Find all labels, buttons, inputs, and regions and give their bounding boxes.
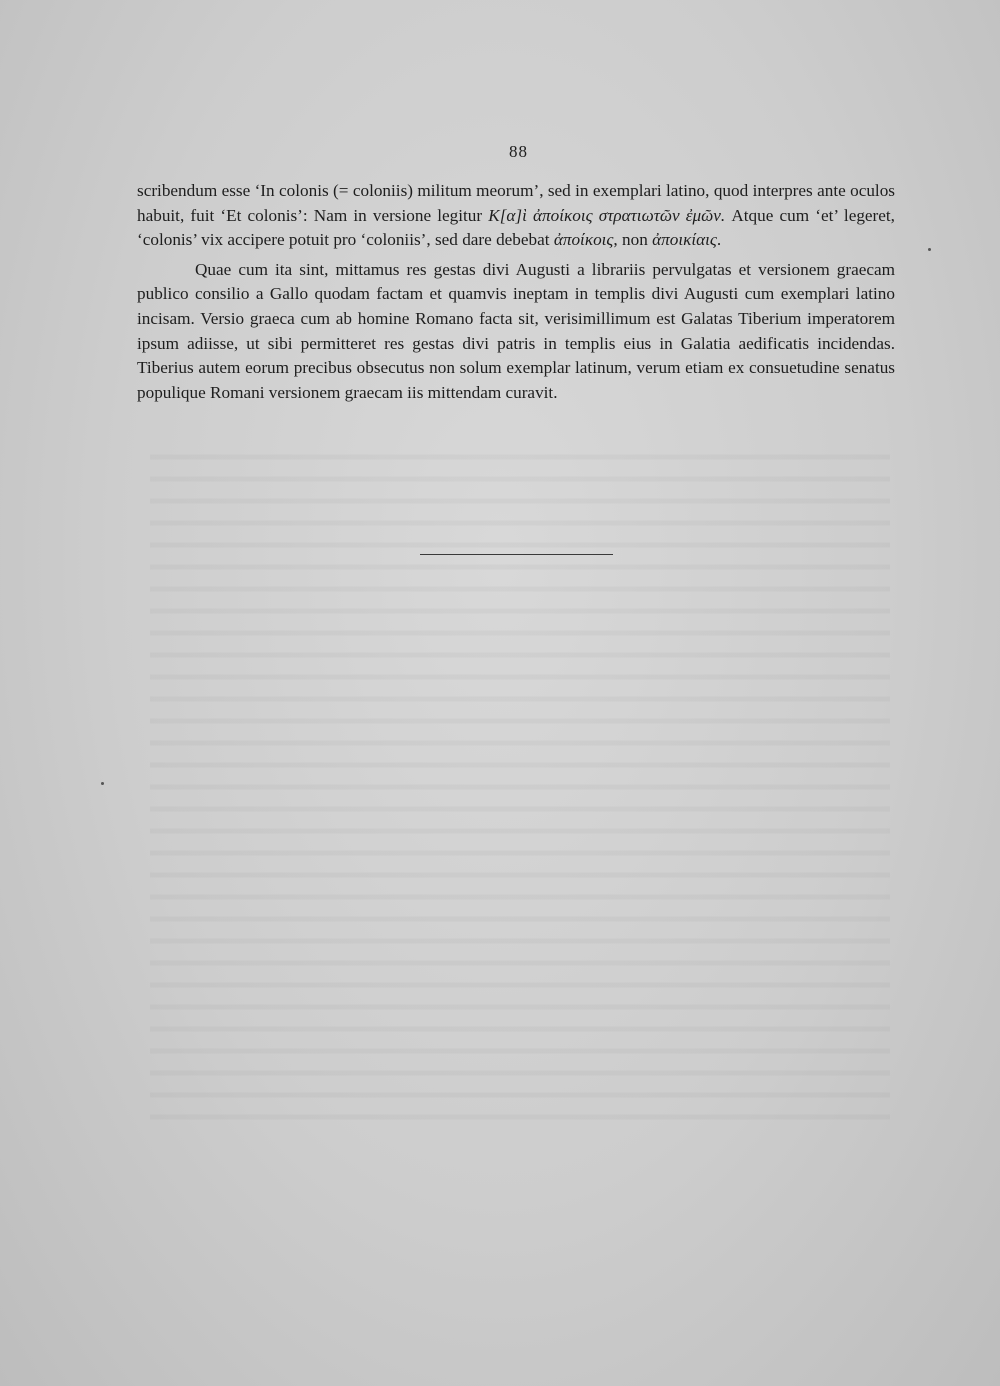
text-segment: Quae cum ita sint, mittamus res gestas divi Augusti a librariis pervulgatas et versionem graecam publico consilio a Gallo quodam factam et quamvis ineptam in templis divi Augusti cum exemplari latino incisam. Versio graeca cum ab homine Romano facta sit, verisimillimum est Galatas Tiberium imperatorem ipsum adiisse, ut sibi permitteret res gestas divi patris in templis eius in Galatia aedificatis incidendas. Tiberius autem eorum precibus obsecutus non solum exemplar latinum, verum etiam ex consuetudine senatus populique Romani versionem graecam iis mittendam curavit. — [137, 259, 895, 402]
page-number: 88 — [509, 142, 528, 161]
text-segment: , non — [613, 230, 653, 250]
greek-text: ἀποίκοις — [553, 230, 614, 250]
show-through-background — [150, 440, 890, 1130]
section-divider — [420, 554, 613, 555]
paper-speck — [928, 248, 931, 251]
text-segment: Atque cum ‘et’ legeret, ‘colonis’ vix accipere potuit pro ‘coloniis’, sed dare debebat — [137, 205, 895, 250]
body-text — [137, 179, 895, 405]
greek-text: ἀποικίαις — [652, 230, 717, 250]
text-segment: scribendum esse ‘In colonis (= coloniis) militum meorum’, sed in exemplari latino, quod interpres ante oculos habuit, fuit ‘Et colonis’: Nam in versione legitur — [137, 181, 895, 225]
greek-text: Κ[α]ὶ ἀποίκοις στρατιωτῶν ἐμῶν. — [488, 205, 726, 225]
paper-speck — [101, 782, 104, 785]
text-segment: . — [716, 230, 722, 250]
paragraph-1 — [137, 179, 895, 253]
paragraph-2 — [137, 258, 895, 406]
